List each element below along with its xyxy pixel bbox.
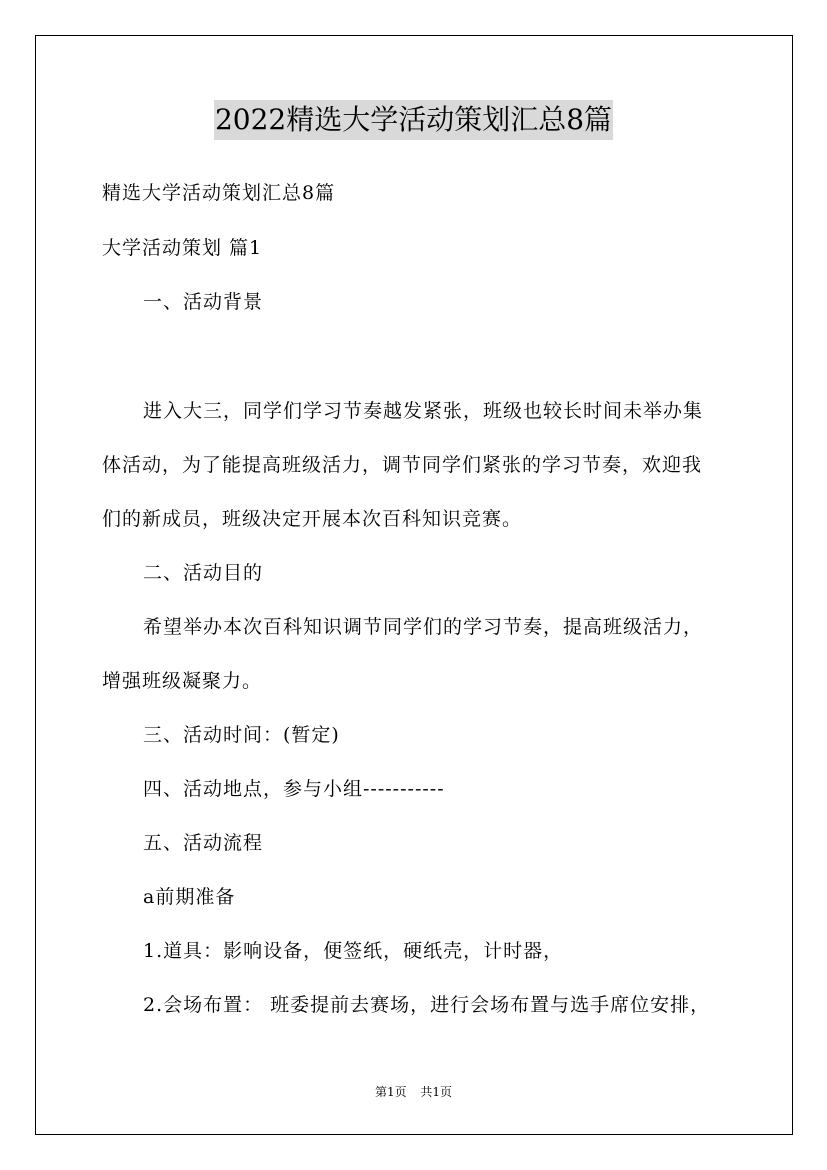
document-title-container — [0, 100, 827, 140]
page-number: 第1页 — [374, 1085, 407, 1099]
paragraph-line: 体活动，为了能提高班级活力，调节同学们紧张的学习节奏，欢迎我 — [102, 454, 703, 476]
paragraph-line: 希望举办本次百科知识调节同学们的学习节奏，提高班级活力， — [143, 616, 704, 638]
page-total: 共1页 — [420, 1085, 453, 1099]
heading-time: 三、活动时间：(暂定) — [143, 724, 340, 746]
subtitle-line: 精选大学活动策划汇总8篇 — [102, 182, 336, 204]
document-title: 2022精选大学活动策划汇总8篇 — [214, 100, 613, 140]
heading-purpose: 二、活动目的 — [143, 562, 264, 584]
heading-background: 一、活动背景 — [143, 291, 264, 313]
paragraph-line: 们的新成员，班级决定开展本次百科知识竞赛。 — [102, 508, 523, 530]
paragraph-line: 增强班级凝聚力。 — [102, 670, 263, 692]
list-item: 2.会场布置： 班委提前去赛场，进行会场布置与选手席位安排， — [143, 994, 711, 1016]
heading-process: 五、活动流程 — [143, 832, 264, 854]
sub-heading-preparation: a前期准备 — [143, 886, 236, 908]
section-heading-line: 大学活动策划 篇1 — [102, 237, 263, 259]
paragraph-line: 进入大三，同学们学习节奏越发紧张，班级也较长时间未举办集 — [143, 400, 704, 422]
heading-location: 四、活动地点，参与小组----------- — [143, 778, 445, 800]
list-item: 1.道具：影响设备，便签纸，硬纸壳，计时器， — [143, 940, 564, 962]
page-footer — [0, 1084, 827, 1100]
